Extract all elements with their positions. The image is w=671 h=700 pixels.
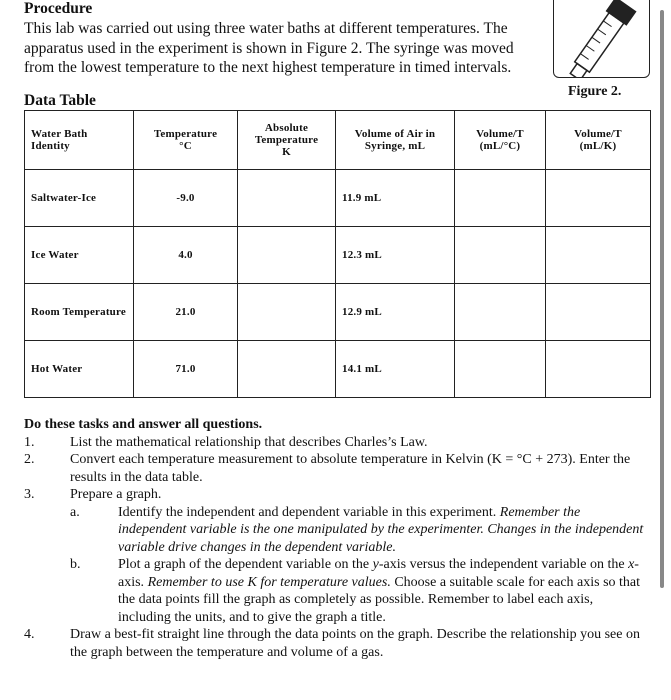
volume-cell: 12.3 mL	[336, 227, 455, 284]
subtask-letter: b.	[70, 557, 81, 572]
volume-per-celsius-cell[interactable]	[455, 227, 546, 284]
data-table	[24, 110, 651, 398]
temperature-cell: 71.0	[134, 341, 238, 398]
x-axis-label: x	[628, 557, 635, 572]
header-volume-per-kelvin: Volume/T (mL/K)	[546, 111, 651, 170]
task-item	[24, 451, 644, 486]
tasks-heading: Do these tasks and answer all questions.	[24, 417, 263, 432]
identity-cell: Ice Water	[25, 227, 134, 284]
task-number: 1.	[24, 434, 35, 450]
procedure-heading: Procedure	[24, 0, 93, 17]
absolute-temperature-cell[interactable]	[238, 341, 336, 398]
subtask-item	[70, 556, 644, 626]
absolute-temperature-cell[interactable]	[238, 170, 336, 227]
task-item	[24, 434, 644, 452]
scrollbar[interactable]	[660, 10, 664, 588]
subtask-letter: a.	[70, 504, 80, 520]
table-row	[25, 341, 651, 398]
subtask-main: -axis.	[118, 557, 639, 590]
task-number: 4.	[24, 627, 35, 642]
data-table-title: Data Table	[24, 92, 96, 109]
subtask-item	[70, 504, 644, 557]
task-number: 2.	[24, 452, 35, 467]
subtask-text	[118, 556, 644, 626]
tasks-section	[24, 416, 644, 661]
table-row	[25, 284, 651, 341]
volume-cell: 12.9 mL	[336, 284, 455, 341]
absolute-temperature-cell[interactable]	[238, 227, 336, 284]
subtask-main: -axis versus the independent variable on the	[378, 557, 629, 572]
table-row	[25, 227, 651, 284]
task-text: List the mathematical relationship that describes Charles’s Law.	[70, 434, 428, 450]
header-absolute-temperature: Absolute Temperature K	[238, 111, 336, 170]
volume-per-celsius-cell[interactable]	[455, 170, 546, 227]
task-text: Draw a best-fit straight line through the data points on the graph. Describe the relationship you see on the graph between the temperature and volume of a gas.	[70, 627, 640, 660]
absolute-temperature-cell[interactable]	[238, 284, 336, 341]
table-header-row	[25, 111, 651, 170]
y-axis-label: y	[372, 557, 379, 572]
subtask-note: Remember the independent variable is the one manipulated by the experimenter. Changes in the independent variable drive changes in the dependent variable.	[118, 504, 644, 555]
header-volume-per-celsius: Volume/T (mL/°C)	[455, 111, 546, 170]
subtask-main: Identify the independent and dependent variable in this experiment.	[118, 504, 500, 520]
subtask-note: Remember to use K for temperature values.	[147, 574, 391, 590]
header-volume: Volume of Air in Syringe, mL	[336, 111, 455, 170]
identity-cell: Saltwater-Ice	[25, 170, 134, 227]
identity-cell: Room Temperature	[25, 284, 134, 341]
identity-cell: Hot Water	[25, 341, 134, 398]
subtask-main: Choose a suitable scale for each axis so that the data points fill the graph as completely as possible. Remember to label each axis, including the units, and to give the graph a title.	[118, 574, 641, 625]
task-item	[24, 486, 644, 504]
task-item	[24, 626, 644, 661]
task-number: 3.	[24, 487, 35, 502]
procedure-text: This lab was carried out using three water baths at different temperatures. The apparatus used in the experiment is shown in Figure 2. The syringe was moved from the lowest temperature to the next highest temperature in timed intervals.	[24, 20, 514, 76]
volume-per-celsius-cell[interactable]	[455, 341, 546, 398]
volume-per-kelvin-cell[interactable]	[546, 341, 651, 398]
volume-per-kelvin-cell[interactable]	[546, 170, 651, 227]
subtask-main: Plot a graph of the dependent variable on the	[118, 557, 373, 572]
figure-caption: Figure 2.	[568, 84, 622, 99]
task-text: Prepare a graph.	[70, 487, 162, 502]
temperature-cell: -9.0	[134, 170, 238, 227]
volume-per-kelvin-cell[interactable]	[546, 284, 651, 341]
subtask-text	[118, 504, 644, 557]
header-identity: Water Bath Identity	[25, 111, 134, 170]
syringe-icon	[554, 0, 649, 77]
volume-cell: 11.9 mL	[336, 170, 455, 227]
syringe-figure	[553, 0, 650, 78]
temperature-cell: 4.0	[134, 227, 238, 284]
temperature-cell: 21.0	[134, 284, 238, 341]
table-row	[25, 170, 651, 227]
task-text: Convert each temperature measurement to absolute temperature in Kelvin (K = °C + 273). Enter the results in the data table.	[70, 452, 631, 485]
volume-cell: 14.1 mL	[336, 341, 455, 398]
header-temperature: Temperature °C	[134, 111, 238, 170]
volume-per-kelvin-cell[interactable]	[546, 227, 651, 284]
volume-per-celsius-cell[interactable]	[455, 284, 546, 341]
